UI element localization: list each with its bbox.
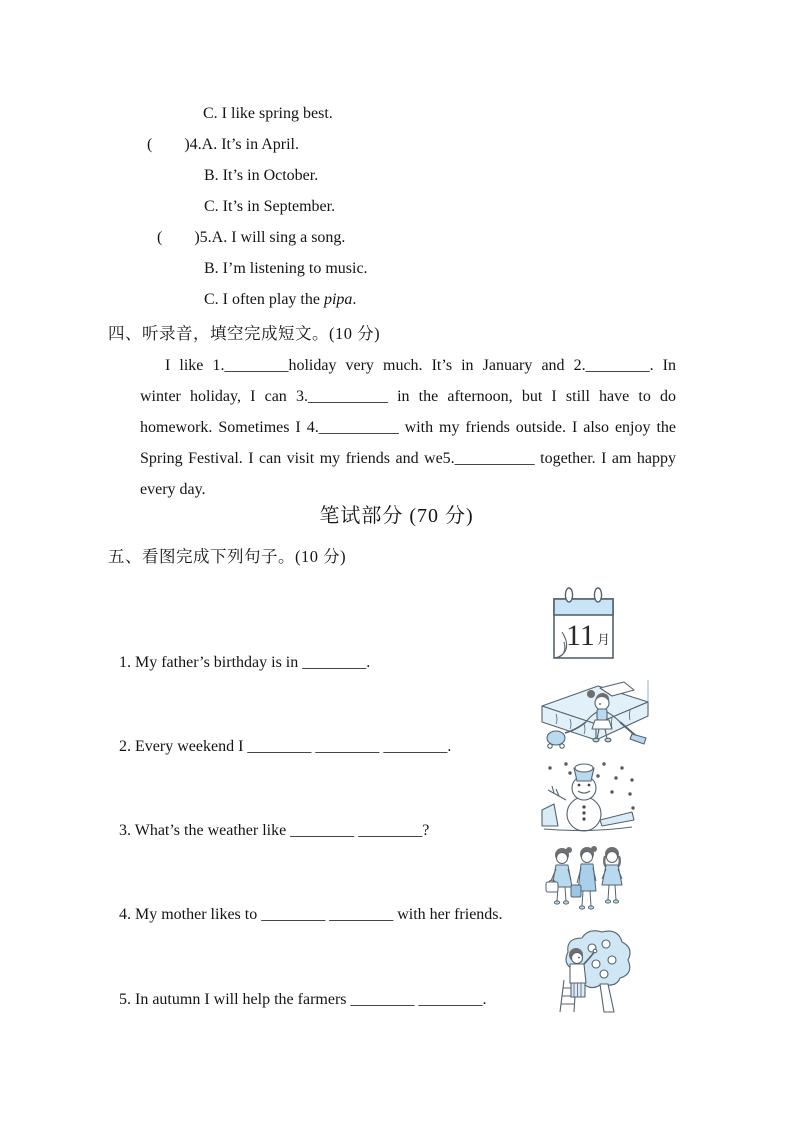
calendar-month-char: 月 (597, 632, 611, 647)
calendar-icon (552, 586, 616, 662)
option-5c-text: C. I often play the (204, 291, 324, 308)
sentence-4: 4. My mother likes to ________ ________ with her friends. (119, 906, 503, 923)
option-5c-period: . (352, 291, 357, 308)
option-5c-italic-word: pipa (323, 291, 353, 308)
listening-option-5b: B. I’m listening to music. (204, 260, 368, 277)
three-girls-shopping-image (544, 843, 630, 925)
boy-picking-fruit-image (546, 926, 634, 1014)
section4-heading: 四、听录音，填空完成短文。(10 分) (108, 324, 381, 343)
sentence-3: 3. What’s the weather like ________ ________? (119, 822, 430, 839)
section5-heading: 五、看图完成下列句子。(10 分) (108, 547, 347, 566)
shopping-girls-icon (544, 843, 630, 925)
cloze-line-4: Spring Festival. I can visit my friends and we5.__________ together. I am happy (140, 450, 676, 467)
sentence-2: 2. Every weekend I ________ ________ ________. (119, 738, 452, 755)
cloze-line-3: homework. Sometimes I 4.__________ with my friends outside. I also enjoy the (140, 419, 676, 436)
listening-option-4c: C. It’s in September. (204, 198, 336, 215)
cloze-paragraph (140, 350, 676, 505)
listening-option-5c (204, 290, 356, 310)
vacuuming-scene-icon (536, 678, 658, 756)
fruit-picking-icon (546, 926, 634, 1014)
written-section-title: 笔试部分 (70 分) (319, 505, 474, 527)
calendar-month-number: 11 (566, 619, 595, 652)
listening-option-3c: C. I like spring best. (203, 105, 333, 122)
cloze-line-2: winter holiday, I can 3.__________ in the afternoon, but I still have to do (140, 388, 676, 405)
cloze-line-1: I like 1.________holiday very much. It’s in January and 2.________. In (165, 357, 676, 374)
snowman-image (540, 760, 636, 838)
listening-question-5: ( )5.A. I will sing a song. (157, 229, 346, 246)
girl-vacuuming-image (536, 678, 658, 756)
listening-option-4b: B. It’s in October. (204, 167, 319, 184)
snowman-icon (540, 760, 636, 838)
sentence-5: 5. In autumn I will help the farmers ________ ________. (119, 991, 487, 1008)
cloze-line-5: every day. (140, 481, 206, 498)
listening-question-4: ( )4.A. It’s in April. (147, 136, 299, 153)
calendar-november-image (552, 586, 616, 662)
sentence-1: 1. My father’s birthday is in ________. (119, 654, 371, 671)
